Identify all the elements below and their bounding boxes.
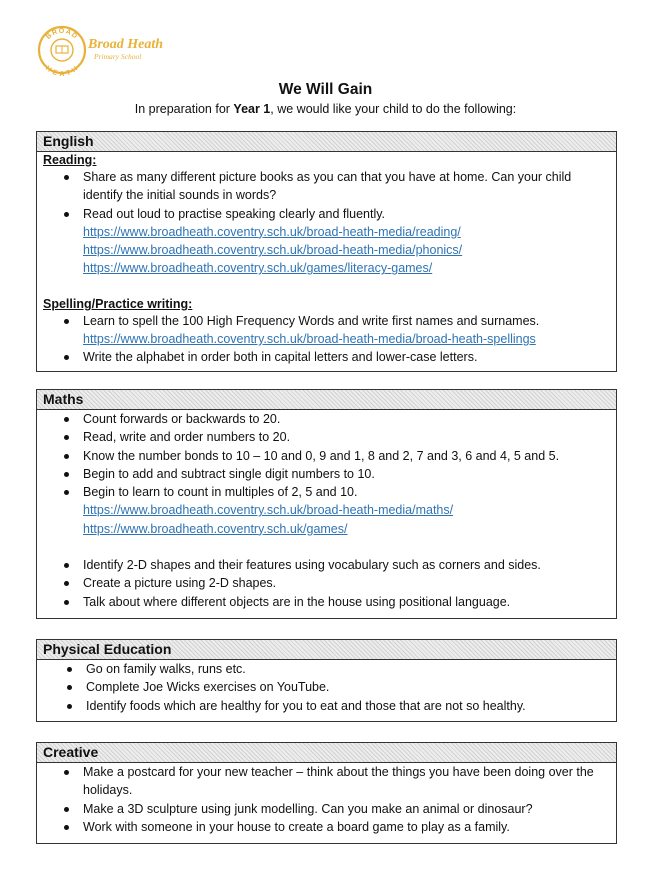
maths-heading: Maths — [37, 390, 616, 410]
seal-bottom-text: HEATH — [44, 64, 80, 76]
subtitle-post: , we would like your child to do the following: — [270, 102, 517, 116]
list-item: Begin to add and subtract single digit numbers to 10. — [37, 465, 616, 483]
page-subtitle — [0, 102, 651, 116]
games-link[interactable]: https://www.broadheath.coventry.sch.uk/games/ — [83, 521, 348, 536]
list-item — [37, 312, 616, 349]
shapes-list — [37, 556, 616, 611]
list-item: Share as many different picture books as you can that you have at home. Can your child identify the initial sounds in words? — [37, 168, 616, 205]
creative-heading: Creative — [37, 743, 616, 763]
english-section — [36, 131, 617, 372]
list-item: Know the number bonds to 10 – 10 and 0, 9 and 1, 8 and 2, 7 and 3, 6 and 4, 5 and 5. — [37, 447, 616, 465]
pe-list — [37, 660, 616, 715]
creative-section — [36, 742, 617, 844]
list-item: Identify foods which are healthy for you to eat and those that are not so healthy. — [37, 697, 616, 715]
reading-link[interactable]: https://www.broadheath.coventry.sch.uk/broad-heath-media/reading/ — [83, 224, 461, 239]
reading-heading: Reading: — [43, 153, 97, 167]
list-item: Create a picture using 2-D shapes. — [37, 574, 616, 592]
list-item: Complete Joe Wicks exercises on YouTube. — [37, 678, 616, 696]
list-item: Count forwards or backwards to 20. — [37, 410, 616, 428]
spellings-link[interactable]: https://www.broadheath.coventry.sch.uk/broad-heath-media/broad-heath-spellings — [83, 332, 536, 347]
maths-list — [37, 410, 616, 538]
school-logo — [36, 24, 176, 76]
svg-text:HEATH — [44, 65, 80, 76]
list-item-text: Read out loud to practise speaking clearly and fluently. — [83, 206, 386, 221]
list-item: Make a postcard for your new teacher – think about the things you have been doing over the holidays. — [37, 763, 616, 800]
list-item-text: Begin to learn to count in multiples of 2, 5 and 10. — [83, 485, 358, 500]
list-item: Talk about where different objects are in the house using positional language. — [37, 593, 616, 611]
list-item — [37, 483, 616, 538]
reading-list — [37, 168, 616, 278]
list-item: Write the alphabet in order both in capital letters and lower-case letters. — [37, 348, 616, 366]
list-item-text: Learn to spell the 100 High Frequency Words and write first names and surnames. — [83, 313, 540, 328]
spacer — [37, 538, 616, 556]
spacer — [37, 278, 616, 296]
list-item: Go on family walks, runs etc. — [37, 660, 616, 678]
creative-list — [37, 763, 616, 836]
maths-section — [36, 389, 617, 619]
list-item: Read, write and order numbers to 20. — [37, 428, 616, 446]
subtitle-pre: In preparation for — [134, 102, 234, 116]
phonics-link[interactable]: https://www.broadheath.coventry.sch.uk/broad-heath-media/phonics/ — [83, 243, 463, 258]
list-item: Make a 3D sculpture using junk modelling. Can you make an animal or dinosaur? — [37, 800, 616, 818]
school-seal-icon — [36, 24, 176, 76]
school-subname: Primary School — [94, 52, 142, 61]
seal-top-text: BROAD — [45, 28, 79, 41]
spelling-list — [37, 312, 616, 367]
school-name: Broad Heath — [88, 37, 164, 52]
pe-heading: Physical Education — [37, 640, 616, 660]
spelling-heading: Spelling/Practice writing: — [43, 296, 193, 311]
list-item: Identify 2-D shapes and their features using vocabulary such as corners and sides. — [37, 556, 616, 574]
list-item — [37, 205, 616, 278]
subtitle-year: Year 1 — [233, 102, 271, 116]
list-item: Work with someone in your house to create a board game to play as a family. — [37, 818, 616, 836]
page-title: We Will Gain — [278, 81, 373, 98]
pe-section — [36, 639, 617, 722]
literacy-games-link[interactable]: https://www.broadheath.coventry.sch.uk/games/literacy-games/ — [83, 261, 433, 276]
maths-link[interactable]: https://www.broadheath.coventry.sch.uk/broad-heath-media/maths/ — [83, 503, 454, 518]
english-heading: English — [37, 132, 616, 152]
